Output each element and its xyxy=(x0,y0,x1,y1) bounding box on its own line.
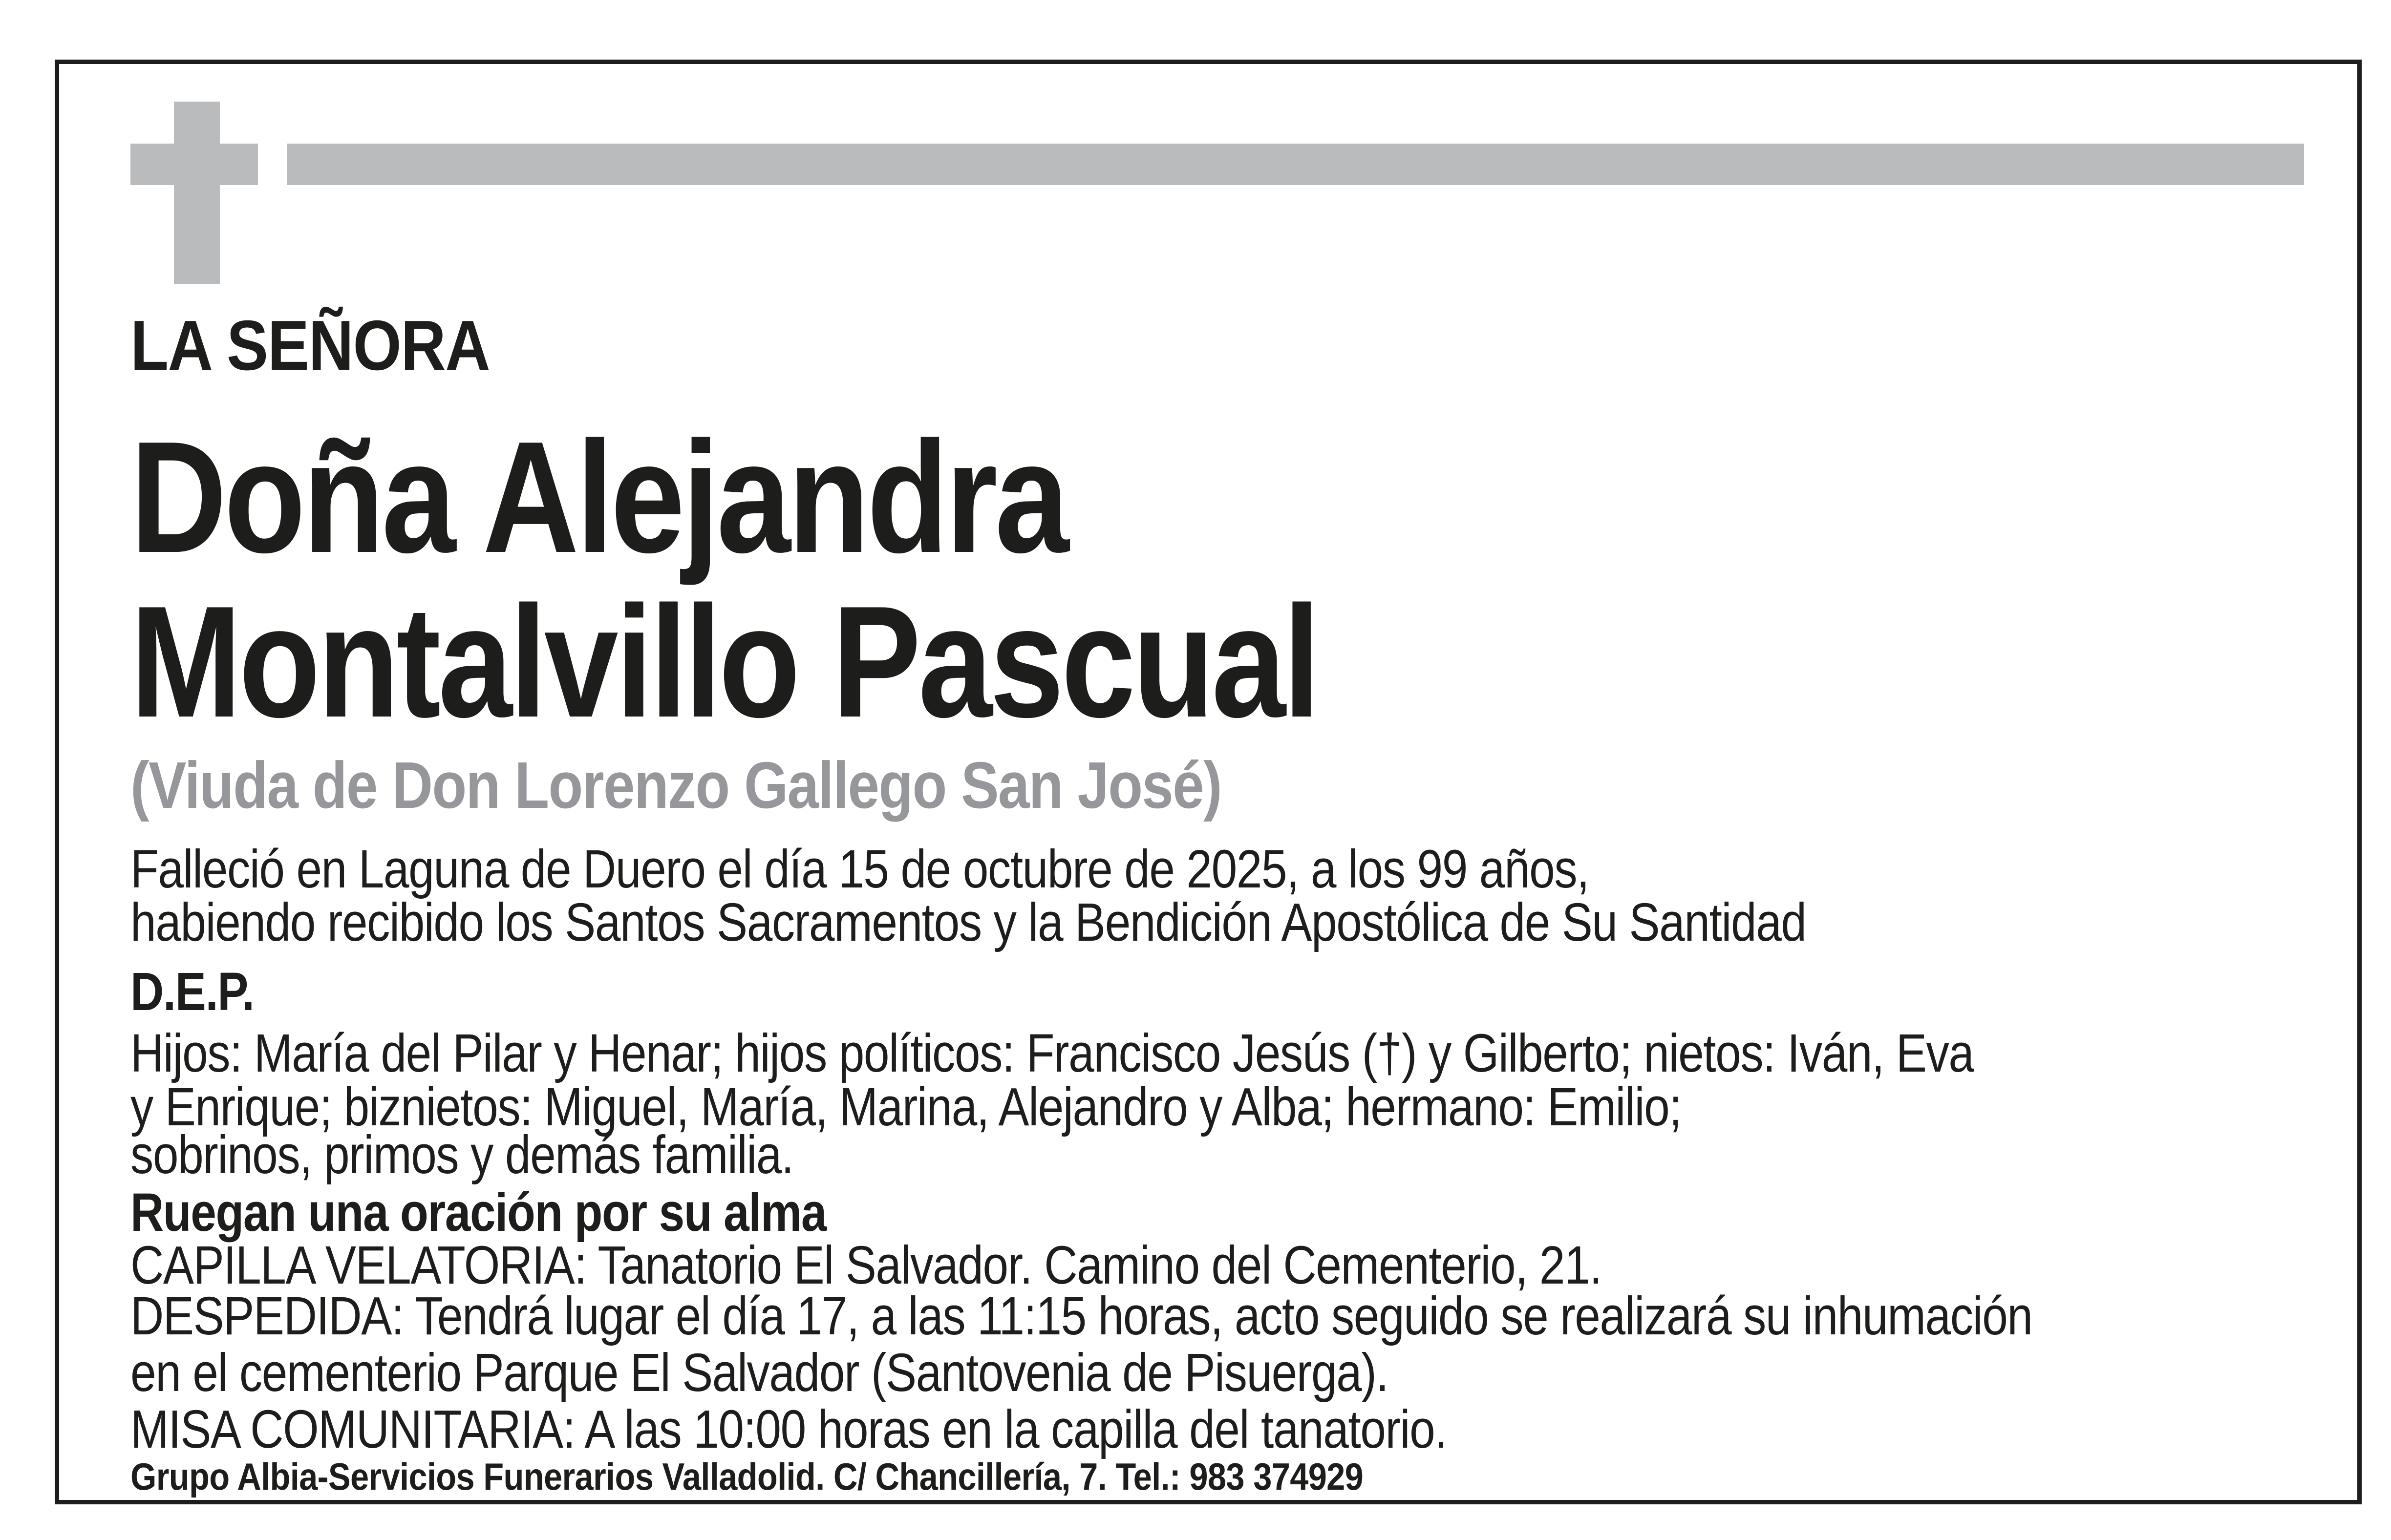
funeral-services-footer: Grupo Albia-Servicios Funerarios Valladolid. C/ Chancillería, 7. Tel.: 983 374929 xyxy=(130,1455,1364,1498)
deceased-name-line-2: Montalvillo Pascual xyxy=(130,573,1318,750)
cross-icon xyxy=(174,102,220,284)
death-info-line-1: Falleció en Laguna de Duero el día 15 de octubre de 2025, a los 99 años, xyxy=(130,839,1589,899)
honorific-header: LA SEÑORA xyxy=(130,306,490,385)
family-line-3: sobrinos, primos y demás familia. xyxy=(130,1125,793,1185)
header-divider-bar xyxy=(287,144,2304,185)
wake-chapel-info: CAPILLA VELATORIA: Tanatorio El Salvador. Camino del Cementerio, 21. xyxy=(130,1235,1602,1295)
dep-abbreviation: D.E.P. xyxy=(130,962,254,1022)
widow-subtitle: (Viuda de Don Lorenzo Gallego San José) xyxy=(130,748,1221,822)
deceased-name-line-1: Doña Alejandra xyxy=(130,408,1067,586)
prayer-request: Ruegan una oración por su alma xyxy=(130,1182,827,1243)
family-line-1: Hijos: María del Pilar y Henar; hijos políticos: Francisco Jesús (†) y Gilberto; nietos: Iván, Eva xyxy=(130,1023,1974,1083)
death-info-line-2: habiendo recibido los Santos Sacramentos y la Bendición Apostólica de Su Santidad xyxy=(130,892,1806,952)
obituary-notice xyxy=(55,60,2362,1504)
farewell-info-line-2: en el cementerio Parque El Salvador (Santovenia de Pisuerga). xyxy=(130,1343,1388,1403)
cross-icon-arm xyxy=(130,144,258,185)
mass-info: MISA COMUNITARIA: A las 10:00 horas en la capilla del tanatorio. xyxy=(130,1399,1447,1459)
family-line-2: y Enrique; biznietos: Miguel, María, Marina, Alejandro y Alba; hermano: Emilio; xyxy=(130,1077,1682,1137)
farewell-info-line-1: DESPEDIDA: Tendrá lugar el día 17, a las 11:15 horas, acto seguido se realizará su inhumación xyxy=(130,1286,2032,1346)
